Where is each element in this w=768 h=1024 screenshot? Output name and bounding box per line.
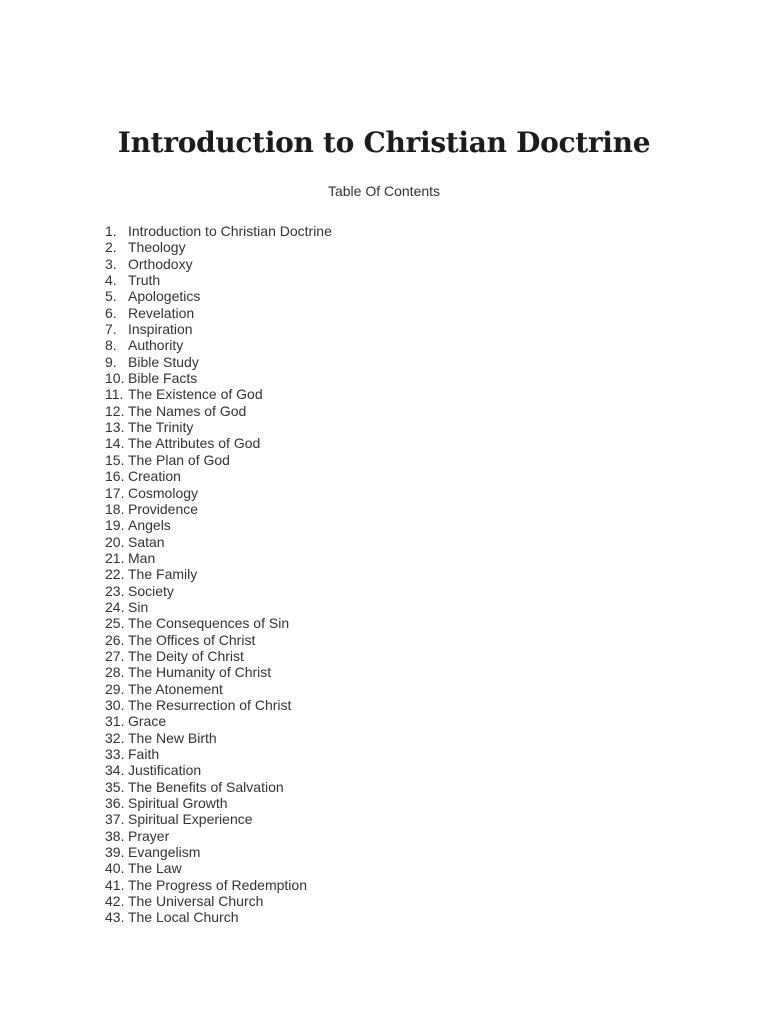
toc-item-label: The Attributes of God (128, 435, 261, 452)
toc-item-label: Apologetics (128, 288, 201, 305)
toc-item (105, 697, 332, 713)
toc-item-number: 22. (105, 566, 125, 583)
toc-item-label: Bible Facts (128, 370, 198, 387)
toc-item (105, 435, 332, 451)
toc-item-label: The Benefits of Salvation (128, 778, 284, 795)
toc-item-number: 40. (105, 860, 125, 877)
toc-item (105, 501, 332, 517)
toc-item-number: 3. (105, 255, 117, 272)
toc-item-number: 7. (105, 321, 117, 338)
toc-item (105, 762, 332, 778)
toc-item (105, 272, 332, 288)
toc-item-label: Theology (128, 239, 186, 256)
toc-item-label: The Consequences of Sin (128, 615, 290, 632)
toc-item-number: 25. (105, 615, 125, 632)
toc-item-number: 38. (105, 827, 125, 844)
toc-item-label: The New Birth (128, 729, 217, 746)
toc-item (105, 648, 332, 664)
toc-item-label: Society (128, 582, 174, 599)
toc-item-number: 1. (105, 223, 117, 239)
toc-item (105, 877, 332, 893)
toc-item-number: 41. (105, 876, 125, 893)
toc-item-number: 2. (105, 239, 117, 256)
toc-item (105, 811, 332, 827)
toc-item-label: Prayer (128, 827, 170, 844)
toc-item-number: 17. (105, 484, 125, 501)
toc-item (105, 746, 332, 762)
toc-item (105, 566, 332, 582)
toc-item-label: The Trinity (128, 419, 194, 436)
toc-item (105, 779, 332, 795)
toc-item-label: Cosmology (128, 484, 199, 501)
toc-item (105, 893, 332, 909)
document-title: Introduction to Christian Doctrine (117, 126, 651, 159)
toc-item-number: 24. (105, 598, 125, 615)
toc-item-number: 12. (105, 402, 125, 419)
toc-item (105, 403, 332, 419)
toc-item-number: 10. (105, 370, 125, 387)
toc-item (105, 583, 332, 599)
toc-item-number: 33. (105, 746, 125, 762)
toc-item-number: 36. (105, 795, 125, 812)
toc-item-number: 42. (105, 893, 125, 910)
toc-item-number: 15. (105, 451, 125, 468)
toc-item-number: 29. (105, 680, 125, 697)
toc-item (105, 632, 332, 648)
toc-item (105, 844, 332, 860)
toc-item-label: The Humanity of Christ (128, 664, 272, 681)
toc-item (105, 321, 332, 337)
toc-item-number: 11. (105, 386, 124, 403)
toc-item-number: 35. (105, 778, 125, 795)
toc-item-number: 13. (105, 419, 125, 436)
toc-item (105, 337, 332, 353)
table-of-contents (105, 223, 332, 926)
toc-item (105, 419, 332, 435)
toc-item-number: 19. (105, 517, 125, 534)
toc-item (105, 288, 332, 304)
toc-item-number: 14. (105, 435, 125, 452)
toc-item-number: 26. (105, 631, 125, 648)
toc-item (105, 534, 332, 550)
toc-item (105, 681, 332, 697)
toc-item-label: The Existence of God (128, 386, 263, 403)
toc-item (105, 615, 332, 631)
toc-item (105, 370, 332, 386)
toc-item-number: 37. (105, 811, 125, 828)
toc-item-label: The Family (128, 566, 198, 583)
toc-item (105, 828, 332, 844)
toc-item-label: Satan (128, 533, 165, 550)
toc-item-label: Orthodoxy (128, 255, 193, 272)
toc-item (105, 909, 332, 925)
toc-item-label: Justification (128, 762, 202, 779)
toc-item-label: The Offices of Christ (128, 631, 256, 648)
toc-item (105, 599, 332, 615)
toc-item (105, 256, 332, 272)
toc-item (105, 239, 332, 255)
toc-item-number: 5. (105, 288, 117, 305)
toc-item-number: 34. (105, 762, 125, 779)
toc-item-label: The Plan of God (128, 451, 230, 468)
toc-item-number: 28. (105, 664, 125, 681)
toc-item-label: Sin (128, 598, 149, 615)
toc-item-label: Grace (128, 713, 167, 730)
toc-item-number: 39. (105, 844, 125, 861)
toc-item-number: 8. (105, 337, 117, 354)
toc-item (105, 517, 332, 533)
toc-item-number: 18. (105, 500, 125, 517)
toc-item-label: Evangelism (128, 844, 201, 861)
toc-item-label: Spiritual Growth (128, 795, 228, 812)
toc-item (105, 485, 332, 501)
toc-item-label: The Progress of Redemption (128, 876, 307, 893)
toc-item (105, 223, 332, 239)
toc-item (105, 386, 332, 402)
toc-item-number: 27. (105, 647, 125, 664)
toc-item-label: The Names of God (128, 402, 247, 419)
toc-item-label: Angels (128, 517, 171, 534)
toc-item (105, 452, 332, 468)
toc-item-number: 21. (105, 549, 125, 566)
toc-heading: Table Of Contents (327, 183, 441, 199)
toc-item-label: Authority (128, 337, 184, 354)
toc-item-label: Inspiration (128, 321, 193, 338)
toc-item-label: Bible Study (128, 353, 199, 370)
toc-item-number: 23. (105, 582, 125, 599)
toc-item-number: 4. (105, 272, 117, 289)
toc-item (105, 354, 332, 370)
toc-item (105, 305, 332, 321)
toc-item-label: The Universal Church (128, 893, 264, 910)
toc-item-label: The Atonement (128, 680, 223, 697)
toc-item (105, 550, 332, 566)
toc-item (105, 713, 332, 729)
toc-item-number: 20. (105, 533, 125, 550)
toc-item-label: Spiritual Experience (128, 811, 253, 828)
toc-item-number: 16. (105, 468, 125, 485)
toc-item-label: Faith (128, 746, 160, 762)
toc-item-label: The Local Church (128, 909, 239, 926)
toc-item-number: 6. (105, 304, 117, 321)
toc-item (105, 468, 332, 484)
toc-item-label: Providence (128, 500, 199, 517)
toc-item-label: The Resurrection of Christ (128, 696, 292, 713)
toc-item (105, 860, 332, 876)
toc-item-number: 31. (105, 713, 125, 730)
toc-item (105, 795, 332, 811)
toc-item-number: 9. (105, 353, 117, 370)
toc-item-label: The Law (128, 860, 182, 877)
toc-item (105, 664, 332, 680)
toc-item-number: 32. (105, 729, 125, 746)
toc-item-label: Truth (128, 272, 161, 289)
toc-item (105, 730, 332, 746)
toc-item-label: The Deity of Christ (128, 647, 244, 664)
toc-item-label: Creation (128, 468, 181, 485)
toc-item-number: 30. (105, 696, 125, 713)
toc-item-label: Man (128, 549, 156, 566)
toc-item-label: Introduction to Christian Doctrine (128, 223, 332, 239)
toc-item-number: 43. (105, 909, 125, 926)
toc-item-label: Revelation (128, 304, 195, 321)
